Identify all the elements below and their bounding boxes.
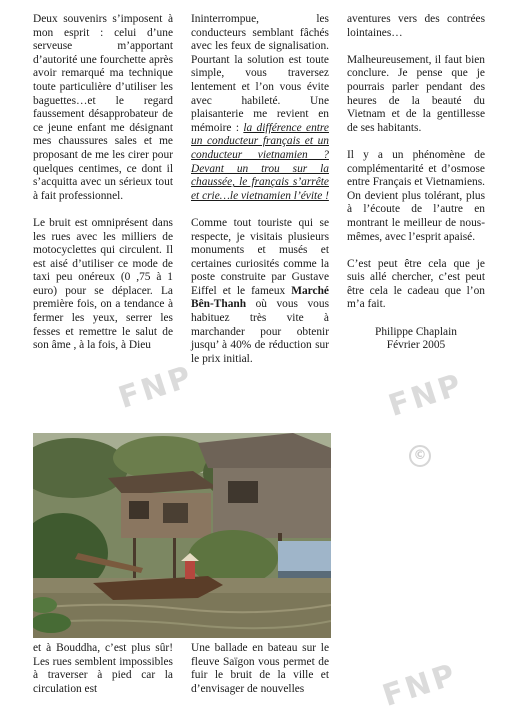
market-name: Marché Bên-Thanh [191, 284, 329, 311]
text-column-3 [347, 13, 485, 353]
author-name: Philippe Chaplain [375, 325, 457, 338]
paragraph: Il y a un phénomène de complémentarité et d’osmose entre Français et Vietnamiens. On devient plus tolérant, plus à l’écoute de l’autre en montrant le meilleur de nous-mêmes, avec l’esprit apaisé. [347, 148, 485, 243]
text-column-2-bottom [191, 642, 329, 710]
text-column-1-bottom [33, 642, 173, 710]
paragraph-text: Ininterrompue, les conducteurs semblant fâchés avec les feux de signalisation. Pourtant la solution est toute simple, vous traversez lentement et l’on vous évite avec habileté. Une plaisanterie me revient en mémoire : [191, 13, 329, 134]
watermark-fnp: FNP [378, 657, 463, 714]
paragraph: Le bruit est omniprésent dans les rues avec les milliers de motocyclettes qui circulent. Il est aisé d’utiliser ce mode de taxi peu onéreux (0 ,75 à 1 euro) pour se déplacer. La première fois, on a tendance à fermer les yeux, serrer les fesses et remettre le salut de son âme , à la fois, à Dieu [33, 216, 173, 352]
paragraph [191, 217, 329, 367]
paragraph: C’est peut être cela que je suis allé chercher, c’est peut être cela le cadeau que l’on m’a fait. [347, 257, 485, 311]
paragraph: Deux souvenirs s’imposent à mon esprit : celui d’une serveuse m’apportant d’autorité une fourchette après avoir remarqué ma technique toute particulière d’utiliser les baguettes…et le regard faussement désapprobateur de ce jeune enfant me désignant mes chaussures sales et me proposant de me les cirer pour quelques centimes, ce dont il s’acquitta avec un sérieux tout à fait professionnel. [33, 13, 173, 202]
watermark-fnp: FNP [384, 367, 469, 424]
text-column-1 [33, 13, 173, 366]
signature-date: Février 2005 [386, 339, 446, 352]
text-column-2 [191, 13, 329, 380]
paragraph: Malheureusement, il faut bien conclure. Je pense que je pourrais parler pendant des heures de la beauté du Vietnam et de la gentillesse de ses habitants. [347, 53, 485, 134]
river-boat-photo [33, 433, 331, 638]
paragraph-text: Comme tout touriste qui se respecte, je visitais plusieurs monuments et musés et certaines curiosités comme la poste construite par Gustave Eiffel et le fameux [191, 216, 329, 297]
watermark-fnp: FNP [114, 359, 199, 416]
signature-block [347, 326, 485, 353]
photo-illustration [33, 433, 331, 638]
paragraph: aventures vers des contrées lointaines… [347, 13, 485, 39]
paragraph [191, 13, 329, 203]
paragraph: et à Bouddha, c’est plus sûr! Les rues semblent impossibles à traverser à pied car la circulation est [33, 642, 173, 695]
paragraph-text: où vous vous habituez très vite à marchander pour obtenir jusqu’ à 40% de réduction sur le prix initial. [191, 298, 329, 365]
watermark-copyright-icon: © [409, 445, 431, 467]
paragraph: Une ballade en bateau sur le fleuve Saïgon vous permet de fuir le bruit de la ville et d’envisager de nouvelles [191, 642, 329, 695]
joke-quote: la différence entre un conducteur français et un conducteur vietnamien ? Devant un trou sur la chaussée, le français s’arrête et crie…le vietnamien l’évite ! [191, 121, 329, 202]
